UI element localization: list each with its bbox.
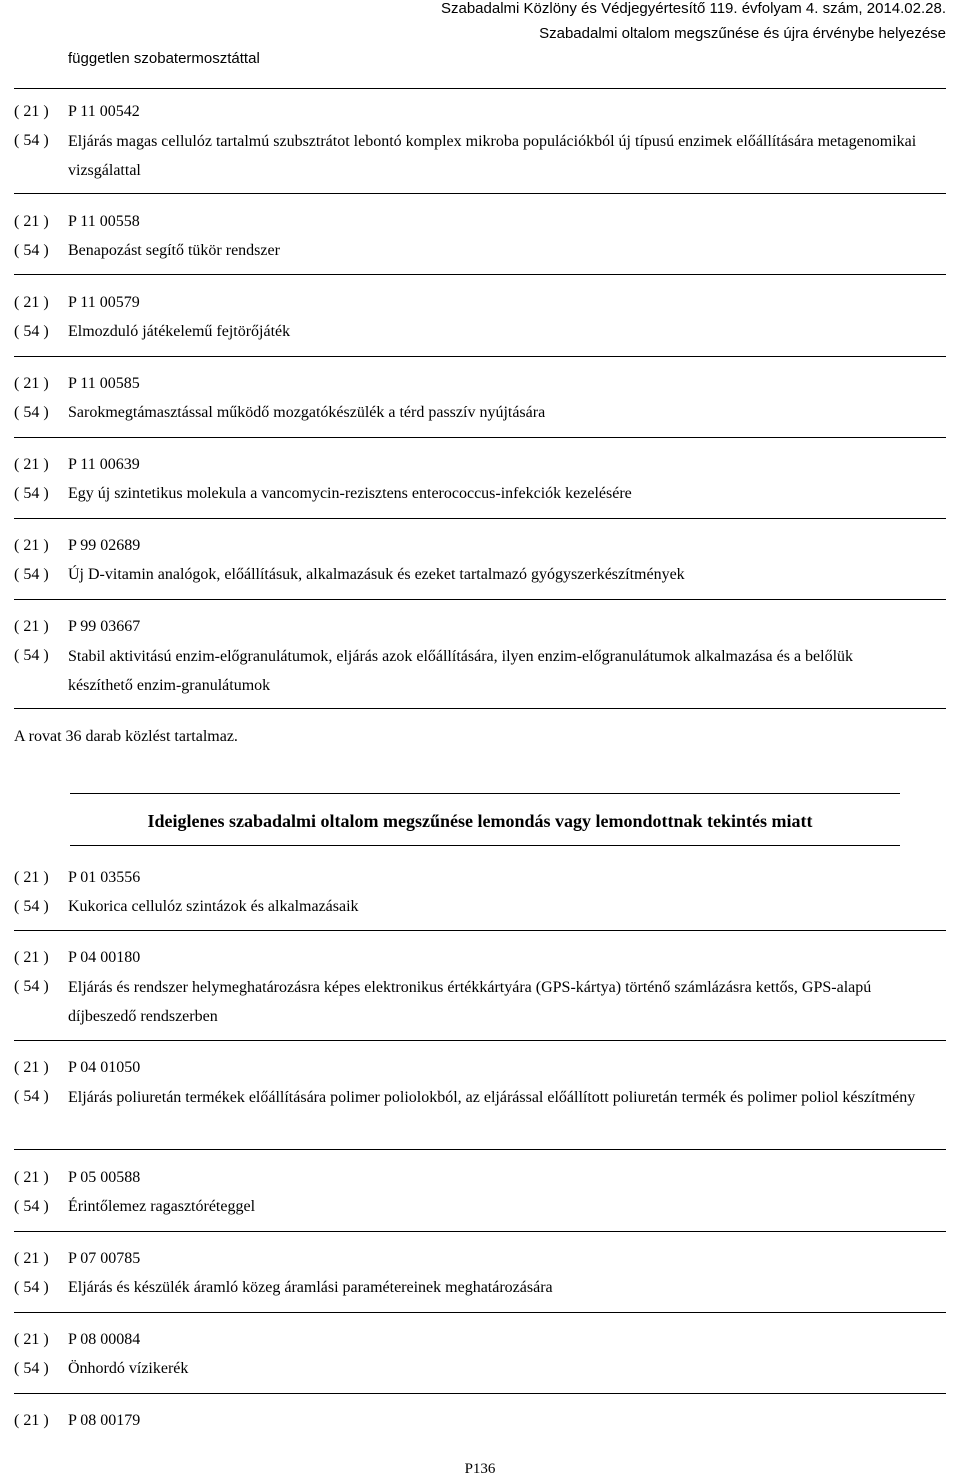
- invention-title: Eljárás és készülék áramló közeg áramlási paramétereinek meghatározására: [68, 1279, 553, 1296]
- field-21-tag: ( 21 ): [14, 456, 49, 473]
- field-54-tag: ( 54 ): [14, 1279, 49, 1296]
- field-21-tag: ( 21 ): [14, 294, 49, 311]
- field-54-tag: ( 54 ): [14, 242, 49, 259]
- field-21-tag: ( 21 ): [14, 103, 49, 120]
- invention-title: Sarokmegtámasztással működő mozgatókészülék a térd passzív nyújtására: [68, 404, 546, 421]
- invention-title: Kukorica cellulóz szintázok és alkalmazásaik: [68, 898, 359, 915]
- application-number: P 11 00558: [68, 213, 140, 230]
- title-rule-top: [70, 793, 900, 794]
- field-54-tag: ( 54 ): [14, 1198, 49, 1215]
- field-54-tag: ( 54 ): [14, 1360, 49, 1377]
- field-21-tag: ( 21 ): [14, 1331, 49, 1348]
- divider: [14, 599, 946, 600]
- application-number: P 11 00542: [68, 103, 140, 120]
- field-21-tag: ( 21 ): [14, 1059, 49, 1076]
- invention-title: Elmozduló játékelemű fejtörőjáték: [68, 323, 291, 340]
- divider: [14, 88, 946, 89]
- section-title: Ideiglenes szabadalmi oltalom megszűnése lemondás vagy lemondottnak tekintés miatt: [147, 811, 813, 831]
- divider: [14, 1040, 946, 1041]
- publication-header: Szabadalmi Közlöny és Védjegyértesítő 119. évfolyam 4. szám, 2014.02.28.: [440, 0, 946, 17]
- field-54-tag: ( 54 ): [14, 978, 49, 995]
- application-number: P 01 03556: [68, 869, 141, 886]
- field-21-tag: ( 21 ): [14, 618, 49, 635]
- divider: [14, 274, 946, 275]
- divider: [14, 1231, 946, 1232]
- invention-title: Eljárás és rendszer helymeghatározásra képes elektronikus értékkártyára (GPS-kártya) történő számlázásra kettős, GPS-alapú díjbeszedő rendszerben: [68, 979, 872, 1025]
- application-number: P 11 00579: [68, 294, 140, 311]
- invention-title: Eljárás poliuretán termékek előállítására polimer poliolokból, az eljárással előállított poliuretán termék és polimer poliol készítmény: [68, 1089, 916, 1106]
- application-number: P 08 00084: [68, 1331, 141, 1348]
- field-21-tag: ( 21 ): [14, 1412, 49, 1429]
- application-number: P 07 00785: [68, 1250, 141, 1267]
- invention-title: Egy új szintetikus molekula a vancomycin-rezisztens enterococcus-infekciók kezelésére: [68, 485, 632, 502]
- page-number: P136: [464, 1461, 496, 1477]
- invention-title: Benapozást segítő tükör rendszer: [68, 242, 280, 259]
- field-54-tag: ( 54 ): [14, 404, 49, 421]
- invention-title: Eljárás magas cellulóz tartalmú szubsztrátot lebontó komplex mikroba populációkból új típusú enzimek előállítására metagenomikai vizsgálattal: [68, 133, 917, 179]
- invention-title: Érintőlemez ragasztóréteggel: [68, 1198, 256, 1215]
- divider: [14, 1312, 946, 1313]
- field-21-tag: ( 21 ): [14, 537, 49, 554]
- field-54-tag: ( 54 ): [14, 323, 49, 340]
- divider: [14, 518, 946, 519]
- field-54-tag: ( 54 ): [14, 566, 49, 583]
- field-54-tag: ( 54 ): [14, 1088, 49, 1105]
- divider: [14, 356, 946, 357]
- divider: [14, 1393, 946, 1394]
- application-number: P 04 00180: [68, 949, 141, 966]
- application-number: P 99 03667: [68, 618, 141, 635]
- invention-title: Önhordó vízikerék: [68, 1360, 189, 1377]
- field-54-tag: ( 54 ): [14, 647, 49, 664]
- field-54-tag: ( 54 ): [14, 485, 49, 502]
- application-number: P 11 00585: [68, 375, 140, 392]
- divider: [14, 193, 946, 194]
- invention-title: Stabil aktivitású enzim-előgranulátumok, eljárás azok előállítására, ilyen enzim-előgranulátumok alkalmazása és a belőlük készíthető enzim-granulátumok: [68, 648, 854, 694]
- application-number: P 05 00588: [68, 1169, 141, 1186]
- field-21-tag: ( 21 ): [14, 949, 49, 966]
- field-21-tag: ( 21 ): [14, 869, 49, 886]
- field-21-tag: ( 21 ): [14, 213, 49, 230]
- field-21-tag: ( 21 ): [14, 1250, 49, 1267]
- section-header: Szabadalmi oltalom megszűnése és újra érvénybe helyezése: [539, 25, 946, 42]
- field-54-tag: ( 54 ): [14, 898, 49, 915]
- title-rule-bottom: [70, 845, 900, 846]
- application-number: P 11 00639: [68, 456, 140, 473]
- divider: [14, 437, 946, 438]
- continued-title: független szobatermosztáttal: [68, 50, 260, 67]
- field-21-tag: ( 21 ): [14, 375, 49, 392]
- application-number: P 99 02689: [68, 537, 141, 554]
- divider: [14, 930, 946, 931]
- divider: [14, 1149, 946, 1150]
- application-number: P 08 00179: [68, 1412, 141, 1429]
- application-number: P 04 01050: [68, 1059, 141, 1076]
- field-21-tag: ( 21 ): [14, 1169, 49, 1186]
- invention-title: Új D-vitamin analógok, előállításuk, alkalmazásuk és ezeket tartalmazó gyógyszerkészítmények: [68, 566, 685, 583]
- divider: [14, 708, 946, 709]
- section-summary: A rovat 36 darab közlést tartalmaz.: [14, 728, 238, 745]
- field-54-tag: ( 54 ): [14, 132, 49, 149]
